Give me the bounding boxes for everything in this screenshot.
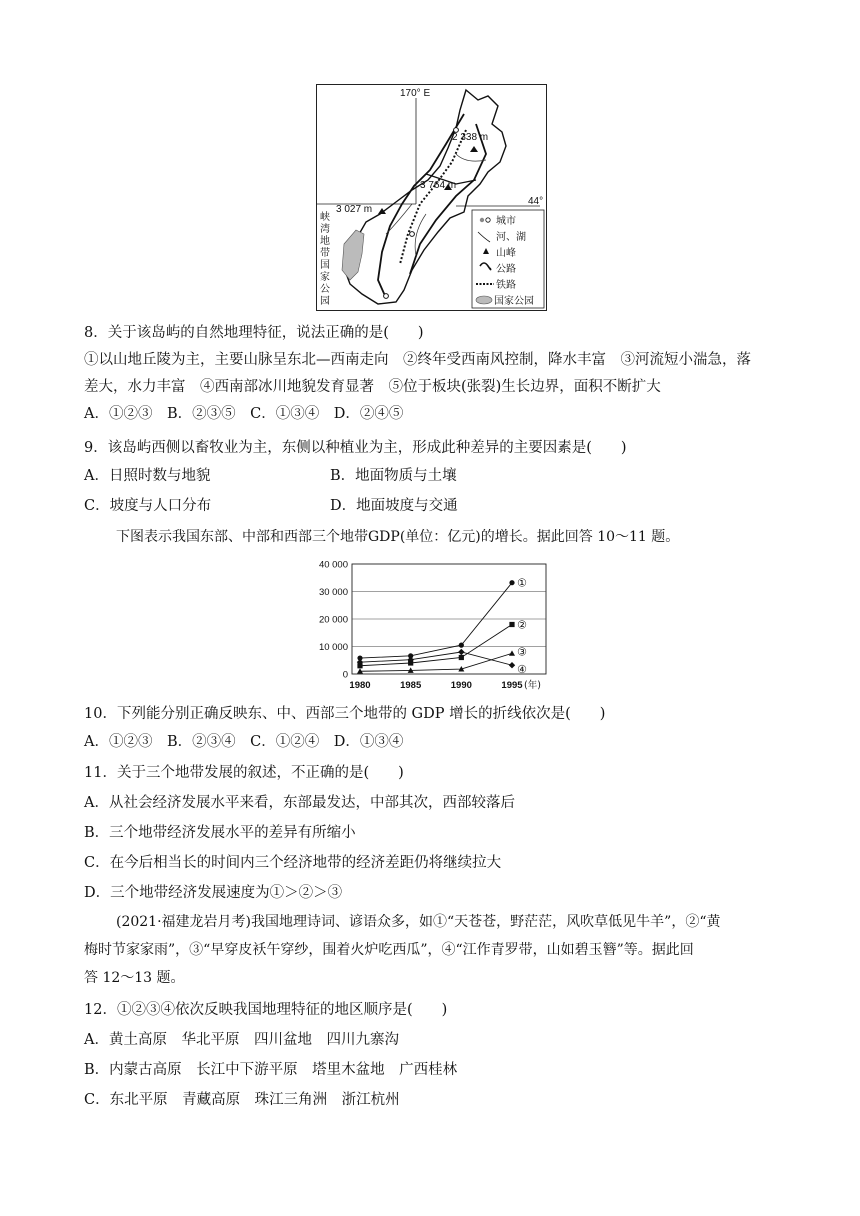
latitude-label: 44° (528, 196, 544, 207)
q10-stem: 10．下列能分别正确反映东、中、西部三个地带的 GDP 增长的折线依次是( ) (84, 706, 606, 722)
x-tick-label: 1990 (450, 680, 472, 691)
q8-body-line2: 差大，水力丰富 ④西南部冰川地貌发育显著 ⑤位于板块(张裂)生长边界，面积不断扩大 (84, 379, 661, 395)
svg-text:家: 家 (320, 272, 330, 283)
q9-option-a: A．日照时数与地貌 (84, 468, 211, 484)
park-name-vertical (320, 210, 330, 307)
peak-label: 3 027 m (336, 204, 373, 215)
data-point (509, 650, 515, 655)
q8-body-line1: ①以山地丘陵为主，主要山脉呈东北—西南走向 ②终年受西南风控制，降水丰富 ③河流短小湍急，落 (84, 352, 751, 368)
q10-options: A．①②③ B．②③④ C．①②④ D．①③④ (84, 734, 404, 750)
longitude-label: 170° E (400, 88, 431, 99)
legend-peak: 山峰 (496, 248, 516, 259)
q11-option-c: C．在今后相当长的时间内三个经济地带的经济差距仍将继续拉大 (84, 855, 502, 871)
x-tick-label: 1995 (501, 680, 523, 691)
q11-option-d: D．三个地带经济发展速度为①＞②＞③ (84, 885, 343, 901)
series-label: ① (517, 576, 527, 590)
q11-stem: 11．关于三个地带发展的叙述，不正确的是( ) (84, 765, 404, 781)
svg-text:公: 公 (320, 284, 330, 295)
peak-label: 3 764 m (420, 180, 457, 191)
peak-label: 2 338 m (452, 132, 489, 143)
svg-text:带: 带 (320, 248, 330, 259)
poem-intro-line1: (2021·福建龙岩月考)我国地理诗词、谚语众多，如①“天苍苍，野茫茫，风吹草低见牛羊”，②“黄 (116, 914, 721, 930)
poem-intro-line3: 答 12～13 题。 (84, 970, 185, 986)
legend-river: 河、湖 (496, 232, 526, 243)
y-tick-label: 0 (342, 669, 348, 681)
series-label: ④ (517, 663, 527, 677)
x-tick-label: 1980 (349, 680, 371, 691)
data-point (509, 580, 514, 585)
q9-option-c: C．坡度与人口分布 (84, 498, 212, 514)
q8-stem: 8．关于该岛屿的自然地理特征，说法正确的是( ) (84, 325, 424, 341)
legend-city: 城市 (496, 216, 516, 227)
data-point (459, 643, 464, 648)
legend-road: 公路 (496, 264, 516, 275)
svg-text:地: 地 (320, 236, 330, 247)
q12-option-a: A．黄土高原 华北平原 四川盆地 四川九寨沟 (84, 1032, 399, 1048)
y-tick-label: 40 000 (318, 559, 348, 571)
gdp-line-chart (300, 556, 560, 696)
series-label: ② (517, 618, 527, 632)
q11-option-a: A．从社会经济发展水平来看，东部最发达，中部其次，西部较落后 (84, 795, 515, 811)
q8-options: A．①②③ B．②③⑤ C．①③④ D．②④⑤ (84, 406, 404, 422)
q12-stem: 12．①②③④依次反映我国地理特征的地区顺序是( ) (84, 1002, 448, 1018)
data-point (509, 662, 515, 668)
q12-option-c: C．东北平原 青藏高原 珠江三角洲 浙江杭州 (84, 1092, 400, 1108)
x-tick-label: 1985 (400, 680, 422, 691)
q12-option-b: B．内蒙古高原 长江中下游平原 塔里木盆地 广西桂林 (84, 1062, 458, 1078)
q9-option-d: D．地面坡度与交通 (330, 498, 458, 514)
island-map (316, 84, 548, 312)
city-marker (410, 232, 415, 237)
data-point (509, 622, 514, 627)
q9-option-b: B．地面物质与土壤 (330, 468, 457, 484)
svg-text:峡: 峡 (320, 212, 330, 223)
legend-park: 国家公园 (494, 296, 534, 307)
poem-intro-line2: 梅时节家家雨”，③“早穿皮袄午穿纱，围着火炉吃西瓜”，④“江作青罗带，山如碧玉簪”等。据此回 (84, 942, 694, 958)
city-marker (384, 294, 389, 299)
series-line (360, 652, 512, 665)
series-label: ③ (517, 645, 527, 659)
svg-text:湾: 湾 (320, 224, 330, 235)
q9-stem: 9．该岛屿西侧以畜牧业为主，东侧以种植业为主，形成此种差异的主要因素是( ) (84, 440, 627, 456)
y-tick-label: 30 000 (318, 587, 348, 598)
x-axis-label: (年) (524, 680, 541, 691)
svg-text:园: 园 (320, 296, 330, 307)
y-tick-label: 20 000 (318, 614, 348, 626)
gdp-intro: 下图表示我国东部、中部和西部三个地带GDP(单位：亿元)的增长。据此回答 10～11 题。 (116, 529, 680, 545)
y-tick-label: 10 000 (318, 642, 348, 653)
svg-text:国: 国 (320, 260, 330, 271)
q11-option-b: B．三个地带经济发展水平的差异有所缩小 (84, 825, 356, 841)
city-marker (454, 128, 459, 133)
legend-railway: 铁路 (496, 280, 516, 291)
map-legend (472, 210, 544, 308)
data-point (458, 649, 464, 655)
data-point (459, 655, 464, 660)
